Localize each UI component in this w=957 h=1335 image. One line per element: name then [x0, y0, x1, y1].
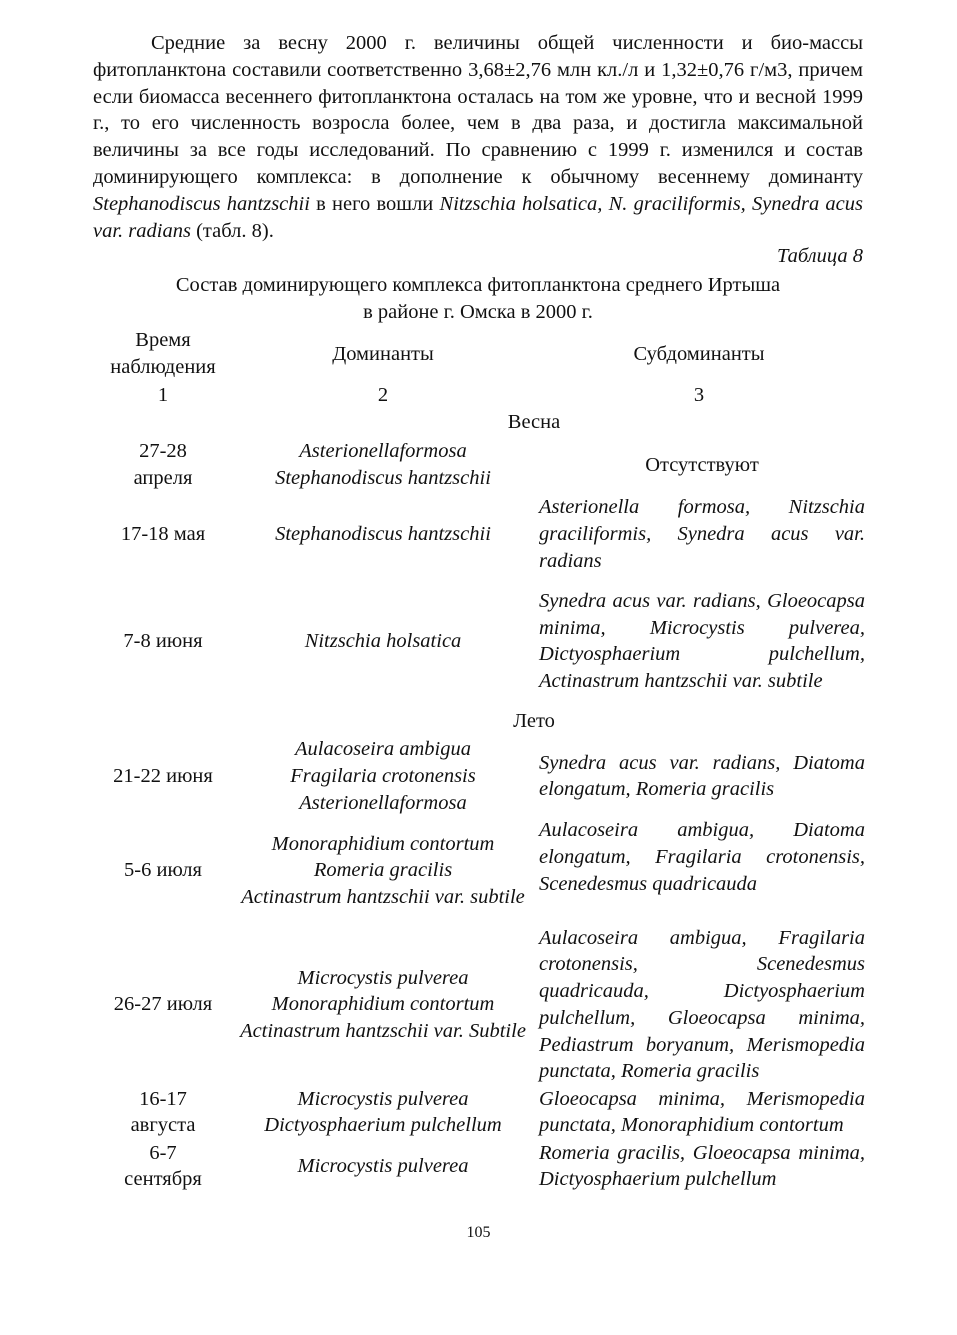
column-number-row — [93, 382, 865, 409]
header-dominants: Доминанты — [332, 342, 434, 365]
table-row — [93, 735, 865, 817]
header-subdominants: Субдоминанты — [633, 342, 765, 365]
table-row — [93, 1139, 865, 1193]
table-header-row — [93, 326, 865, 382]
dominants-cell: Aulacoseira ambigua Fragilaria crotonensis Asterionellaformosa — [290, 738, 476, 814]
table-row — [93, 924, 865, 1085]
subdominants-cell: Отсутствуют — [645, 453, 759, 476]
dominants-table — [93, 326, 865, 1193]
subdominants-cell: Aulacoseira ambigua, Fragilaria crotonensis, Scenedesmus quadricauda, Dictyosphaerium pulchellum, Gloeocapsa minima, Pediastrum boryanum, Merismopedia punctata, Romeria gracilis — [539, 926, 865, 1083]
season-label: Лето — [513, 710, 555, 733]
dominants-cell: Nitzschia holsatica — [304, 629, 462, 652]
paragraph-text-1: Средние за весну 2000 г. величины общей численности и био-массы фитопланктона составили соответственно 3,68±2,76 млн кл./л и 1,32±0,76 г/м3, причем если биомасса весеннего фитопланктона осталась на том же уровне, что и весной 1999 г., то его численность возросла более, чем в два раза, и достигла максимальной величины за все годы исследований. По сравнению с 1999 г. изменился и состав доминирующего комплекса: в дополнение к обычному весеннему доминанту — [93, 32, 863, 188]
table-title — [93, 272, 863, 326]
subdominants-cell: Romeria gracilis, Gloeocapsa minima, Dictyosphaerium pulchellum — [539, 1141, 865, 1191]
dominants-cell: Asterionellaformosa Stephanodiscus hantzschii — [275, 440, 491, 489]
page-number: 105 — [466, 1224, 491, 1241]
dominants-cell: Monoraphidium contortum Romeria gracilis Actinastrum hantzschii var. subtile — [241, 832, 525, 909]
time-cell: 7-8 июня — [123, 629, 203, 652]
table-row — [93, 494, 865, 574]
subdominants-cell: Synedra acus var. radians, Diatoma elongatum, Romeria gracilis — [539, 751, 865, 801]
dominants-cell: Microcystis pulverea — [297, 1154, 469, 1177]
column-number: 2 — [377, 384, 389, 407]
season-row — [93, 409, 865, 436]
table-row — [93, 1085, 865, 1139]
paragraph-text-3: (табл. 8). — [190, 219, 274, 242]
table-number: Таблица 8 — [776, 245, 863, 267]
table-row — [93, 817, 865, 924]
time-cell: 27-28 апреля — [133, 440, 193, 489]
table-row — [93, 574, 865, 708]
body-paragraph — [93, 30, 863, 244]
table-row — [93, 436, 865, 494]
season-row — [93, 708, 865, 735]
time-cell: 6-7 сентября — [124, 1141, 202, 1191]
paragraph-text-2: в него вошли — [309, 192, 440, 215]
column-number: 3 — [693, 384, 705, 407]
paragraph-species-1: Stephanodiscus hantzschii — [93, 192, 310, 215]
dominants-cell: Microcystis pulverea Dictyosphaerium pulchellum — [264, 1087, 502, 1137]
subdominants-cell: Gloeocapsa minima, Merismopedia punctata, Monoraphidium contortum — [539, 1087, 865, 1137]
season-label: Весна — [507, 411, 561, 434]
table-title-line-2: в районе г. Омска в 2000 г. — [363, 300, 593, 323]
table-title-line-1: Состав доминирующего комплекса фитопланктона среднего Иртыша — [175, 274, 781, 296]
time-cell: 17-18 мая — [120, 522, 206, 545]
time-cell: 5-6 июля — [124, 859, 202, 882]
subdominants-cell: Synedra acus var. radians, Gloeocapsa minima, Microcystis pulverea, Dictyosphaerium pulchellum, Actinastrum hantzschii var. subtile — [539, 589, 865, 693]
subdominants-cell: Aulacoseira ambigua, Diatoma elongatum, Fragilaria crotonensis, Scenedesmus quadricauda — [539, 819, 865, 895]
header-time: Время наблюдения — [110, 329, 216, 378]
time-cell: 26-27 июля — [113, 993, 213, 1016]
subdominants-cell: Asterionella formosa, Nitzschia graciliformis, Synedra acus var. radians — [539, 496, 865, 572]
dominants-cell: Stephanodiscus hantzschii — [275, 522, 491, 545]
time-cell: 21-22 июня — [113, 764, 213, 787]
column-number: 1 — [157, 384, 169, 407]
paragraph-species-2: Nitzschia holsatica, N. graciliformis, Synedra acus var. radians — [93, 192, 863, 242]
time-cell: 16-17 августа — [130, 1087, 196, 1137]
dominants-cell: Microcystis pulverea Monoraphidium contortum Actinastrum hantzschii var. Subtile — [240, 966, 526, 1043]
